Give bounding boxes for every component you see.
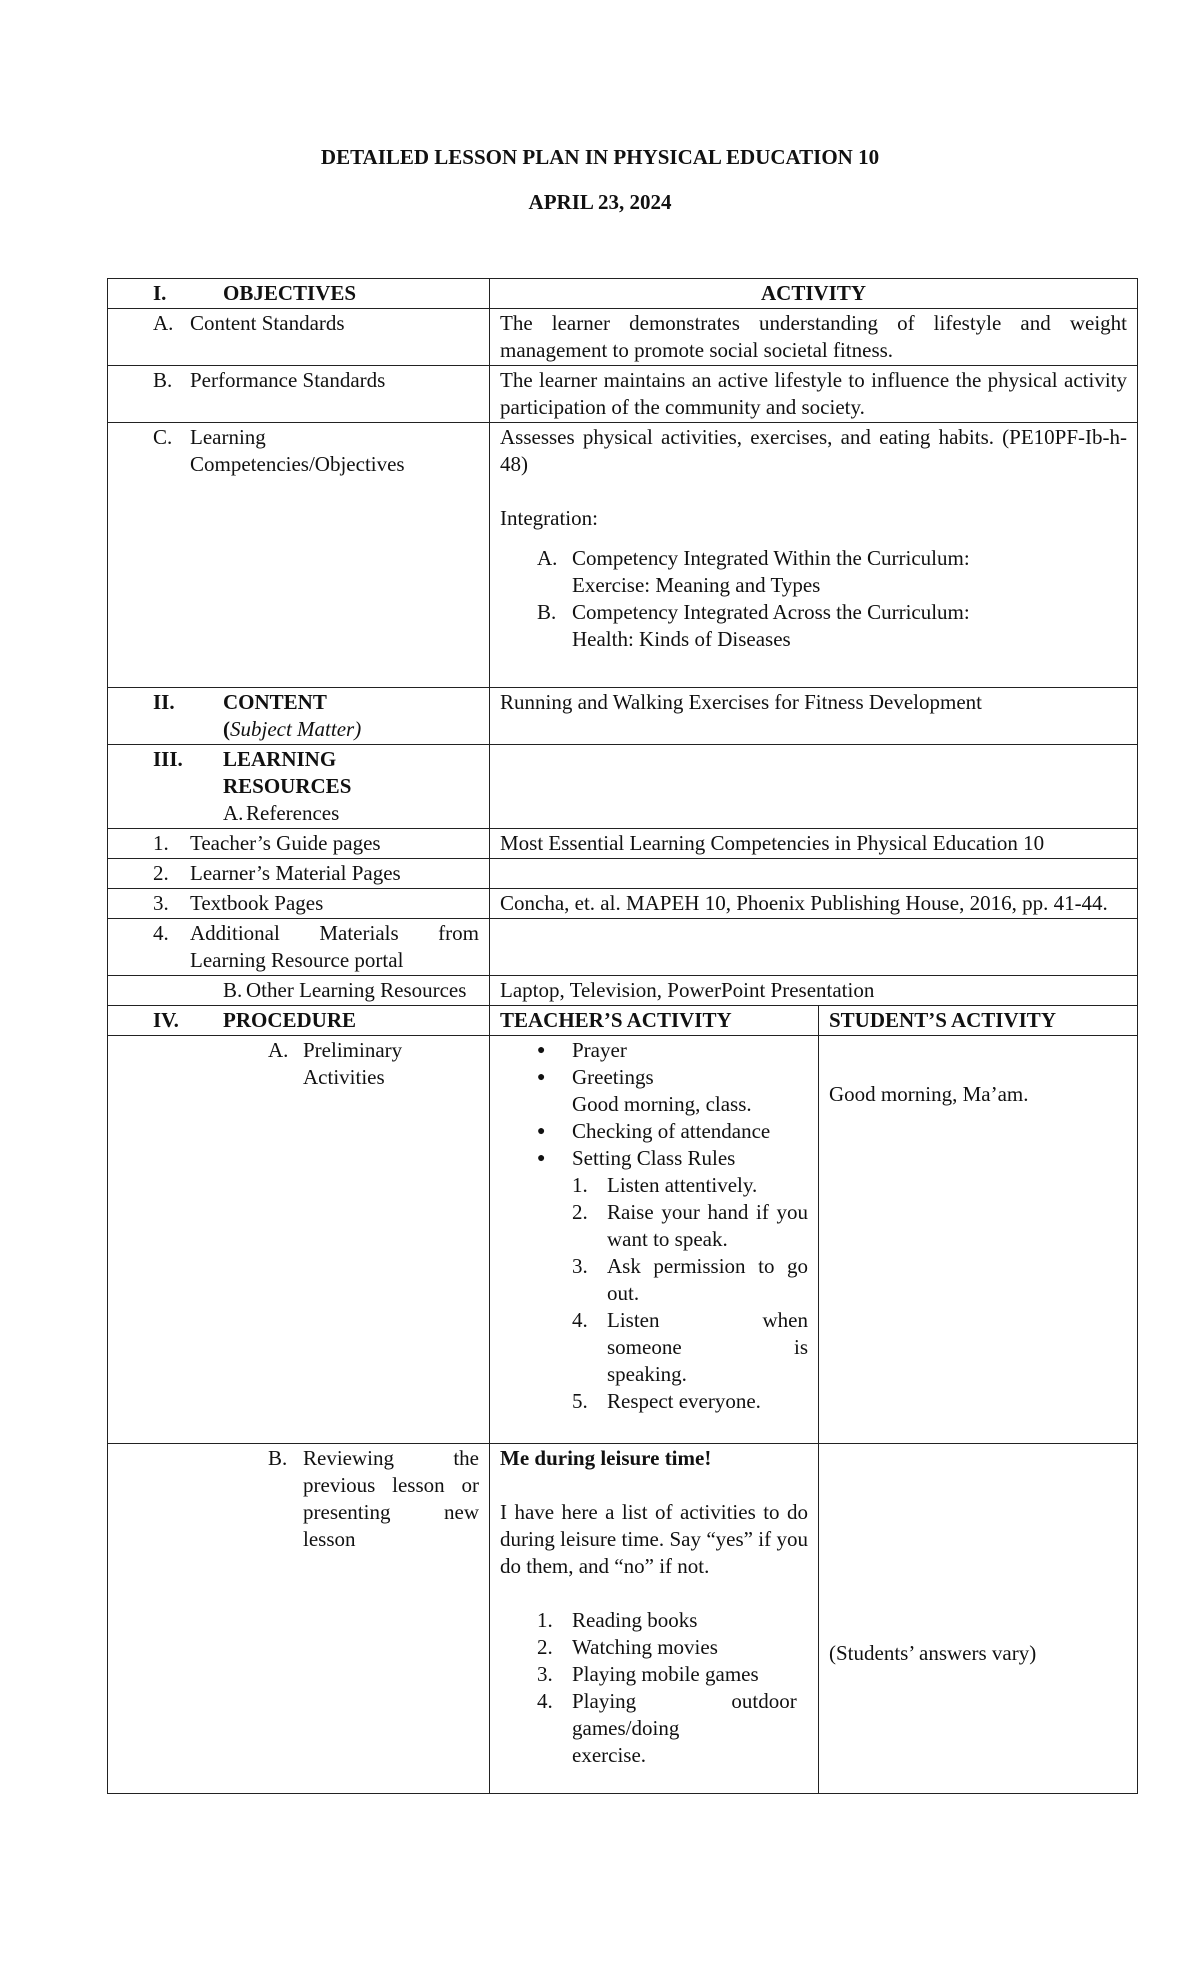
resources-header-row — [108, 745, 1138, 829]
content-text: Running and Walking Exercises for Fitness Development — [490, 688, 1138, 745]
performance-standards-letter: B. — [153, 368, 173, 392]
resource-row-textbook: 3. Textbook Pages Concha, et. al. MAPEH 10, Phoenix Publishing House, 2016, pp. 41-44. — [108, 889, 1138, 919]
lesson-plan-table — [107, 278, 1138, 1794]
preliminary-bullets: ● Prayer ● Greetings Good morning, class. ● Checking of attendance ● Setting Class Rules — [537, 1038, 771, 1170]
integration-label: Integration: — [500, 506, 598, 530]
other-resources-label: Other Learning Resources — [246, 978, 467, 1002]
reviewing-student-response: (Students’ answers vary) — [829, 1641, 1037, 1665]
reviewing-activity-title: Me during leisure time! — [500, 1446, 712, 1470]
class-rules-list: 1. Listen attentively. 2. Raise your hand if you want to speak. 3. Ask permission to go out. 4. Listen when someone is speaking. 5. Respect everyone. — [572, 1173, 808, 1413]
performance-standards-text: The learner maintains an active lifestyle to influence the physical activity participation of the community and society. — [490, 366, 1138, 423]
objectives-header-row — [108, 279, 1138, 309]
other-resources-letter: B. — [223, 978, 243, 1002]
integration-item: B. Competency Integrated Across the Curriculum: Health: Kinds of Diseases — [537, 600, 970, 651]
preliminary-label: Preliminary Activities — [303, 1038, 403, 1089]
document-title: DETAILED LESSON PLAN IN PHYSICAL EDUCATION 10 — [320, 145, 880, 169]
content-subheading: Subject Matter) — [230, 717, 362, 741]
references-label: References — [246, 801, 340, 825]
other-resources-value: Laptop, Television, PowerPoint Presentation — [490, 976, 1138, 1006]
content-standards-row — [108, 309, 1138, 366]
content-row: II. CONTENT (Subject Matter) Running and Walking Exercises for Fitness Development — [108, 688, 1138, 745]
integration-list — [537, 545, 1127, 653]
reviewing-label: Reviewing the previous lesson or presenting new lesson — [303, 1446, 479, 1551]
procedure-numeral: IV. — [153, 1008, 179, 1032]
student-activity-heading: STUDENT’S ACTIVITY — [819, 1006, 1138, 1036]
leisure-activities-list: 1. Reading books 2. Watching movies 3. Playing mobile games 4. Playing outdoor games/doing exercise. — [537, 1608, 797, 1767]
performance-standards-row — [108, 366, 1138, 423]
resource-row-learners-material: 2. Learner’s Material Pages — [108, 859, 1138, 889]
competencies-text: Assesses physical activities, exercises, and eating habits. (PE10PF-Ib-h-48) — [500, 425, 1127, 476]
document-date: APRIL 23, 2024 — [528, 190, 672, 214]
resource-row-other — [108, 976, 1138, 1006]
resources-heading: LEARNING RESOURCES — [223, 747, 352, 798]
objectives-numeral: I. — [153, 281, 167, 305]
content-heading: CONTENT — [223, 690, 327, 714]
resource-row-additional: 4. Additional Materials from Learning Resource portal — [108, 919, 1138, 976]
activity-heading: ACTIVITY — [490, 279, 1138, 309]
references-letter: A. — [223, 801, 244, 825]
competencies-letter: C. — [153, 425, 173, 449]
reviewing-letter: B. — [268, 1446, 288, 1470]
integration-item: A. Competency Integrated Within the Curriculum: Exercise: Meaning and Types — [537, 546, 970, 597]
performance-standards-label: Performance Standards — [190, 368, 386, 392]
teacher-activity-heading: TEACHER’S ACTIVITY — [490, 1006, 819, 1036]
preliminary-letter: A. — [268, 1038, 289, 1062]
reviewing-row — [108, 1444, 1138, 1794]
resource-row-teachers-guide: 1. Teacher’s Guide pages Most Essential Learning Competencies in Physical Education 10 — [108, 829, 1138, 859]
preliminary-student-response: Good morning, Ma’am. — [829, 1082, 1029, 1106]
competencies-row — [108, 423, 1138, 688]
objectives-heading: OBJECTIVES — [223, 281, 357, 305]
content-standards-letter: A. — [153, 311, 174, 335]
preliminary-row — [108, 1036, 1138, 1444]
objectives-heading-cell — [108, 279, 490, 309]
content-numeral: II. — [153, 690, 175, 714]
procedure-header-row — [108, 1006, 1138, 1036]
content-standards-text: The learner demonstrates understanding of lifestyle and weight management to promote social societal fitness. — [490, 309, 1138, 366]
reviewing-instruction: I have here a list of activities to do during leisure time. Say “yes” if you do them, and “no” if not. — [500, 1500, 808, 1578]
resources-numeral: III. — [153, 747, 183, 771]
procedure-heading: PROCEDURE — [223, 1008, 357, 1032]
competencies-label: Learning Competencies/Objectives — [190, 425, 405, 476]
content-standards-label: Content Standards — [190, 311, 345, 335]
